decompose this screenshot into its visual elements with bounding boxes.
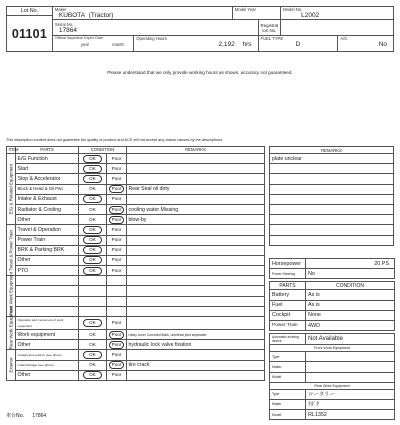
table-row xyxy=(7,340,265,350)
horsepower-value: 20 PS xyxy=(306,259,395,269)
front-maker-label: Maker xyxy=(270,362,306,372)
table-row xyxy=(7,296,265,306)
ok-option: OK xyxy=(79,360,107,370)
poor-circled: Poor xyxy=(109,206,125,214)
hours-unit: hrs xyxy=(242,41,252,48)
remarks-line xyxy=(270,225,394,235)
ok-circled: OK xyxy=(83,246,102,254)
col-parts: PARTS xyxy=(16,147,79,154)
ac-value: No xyxy=(378,41,387,48)
part-name: Other xyxy=(16,215,79,225)
model-year-caption: Model Year xyxy=(234,7,256,12)
serial-cell xyxy=(52,20,258,36)
ok-circled: OK xyxy=(83,256,102,264)
table-row xyxy=(7,255,265,265)
remark: hydraulic lock valve fixation xyxy=(127,340,265,350)
table-row xyxy=(7,266,265,276)
part-name: BRK & Parking BRK xyxy=(16,245,79,255)
rear-maker-label: Maker xyxy=(270,399,306,409)
horsepower-label: Horsepower xyxy=(270,259,306,269)
condition-caption: CONDITION xyxy=(306,282,395,290)
remark xyxy=(127,255,265,265)
poor-option: Poor xyxy=(107,255,127,265)
poor-circled: Poor xyxy=(109,341,125,349)
col-item: ITEM xyxy=(8,147,19,152)
table-row xyxy=(7,184,265,194)
front-model-value xyxy=(306,372,395,382)
model-year-cell xyxy=(232,7,280,20)
remark: cooling water Missing xyxy=(127,204,265,214)
registration-value xyxy=(281,20,394,36)
table-row xyxy=(7,350,265,360)
rear-model-label: Model xyxy=(270,410,306,420)
part-name: Other xyxy=(16,370,79,380)
parts-caption: PARTS xyxy=(270,282,306,290)
category-front: Front Work Equipment xyxy=(7,276,16,317)
table-row xyxy=(7,174,265,184)
remarks-line xyxy=(270,194,394,204)
col-condition: CONDITION xyxy=(79,147,127,154)
auto-leveling-label: Automatic leveling device xyxy=(270,334,306,345)
remark: rotary cover Corroded Bolts, universal joint separated xyxy=(127,330,265,340)
table-row xyxy=(7,245,265,255)
fuel-value: As is xyxy=(306,300,395,310)
poor-circled: Poor xyxy=(109,185,125,193)
rear-maker-value: ｸﾎﾞﾀ xyxy=(306,399,395,409)
lot-caption: Lot No. xyxy=(7,7,53,16)
ac-caption: A/C xyxy=(340,36,348,41)
rear-type-label: Type xyxy=(270,389,306,399)
ok-circled: OK xyxy=(83,195,102,203)
table-row xyxy=(7,276,265,286)
part-name: Other xyxy=(16,255,79,265)
front-work-caption: Front Work Equipment xyxy=(270,345,395,352)
chassis-id xyxy=(6,412,46,419)
table-row xyxy=(7,194,265,204)
ok-circled: OK xyxy=(83,165,102,173)
category-rear: Rear Work Equipment xyxy=(7,317,16,350)
remark xyxy=(127,225,265,235)
front-type-value xyxy=(306,352,395,362)
hours-value: 2,192 xyxy=(218,41,235,48)
description-disclaimer: This description content does not guarantee the quality of product and ACE will not accept any claims caused by the descriptions. xyxy=(6,138,224,142)
serial-value: 17864 xyxy=(58,26,77,34)
remark xyxy=(127,370,265,380)
table-row xyxy=(7,306,265,316)
inspection-table xyxy=(6,146,265,381)
poor-option: Poor xyxy=(107,164,127,174)
part-name: Cockpit and exterior (see photo) xyxy=(16,350,79,360)
part-name: PTO xyxy=(16,266,79,276)
registration-caption: Registrat ion No. xyxy=(258,20,281,36)
lot-number: 01101 xyxy=(7,16,53,52)
specs-panel xyxy=(269,258,395,420)
cockpit-label: Cockpit xyxy=(270,310,306,320)
front-maker-value xyxy=(306,362,395,372)
remarks-line xyxy=(270,164,394,174)
poor-option: Poor xyxy=(107,245,127,255)
remark: Rear Seal oil dirty xyxy=(127,184,265,194)
maker-cell xyxy=(52,7,232,20)
ac-cell xyxy=(338,36,394,52)
table-row xyxy=(7,370,265,380)
ok-circled: OK xyxy=(83,155,102,163)
ok-circled: OK xyxy=(83,319,102,327)
fuel-caption: FUEL TYPE xyxy=(260,36,284,41)
part-name: Power Train xyxy=(16,235,79,245)
maker-value: KUBOTA (Tractor) xyxy=(58,12,114,19)
ok-option: OK xyxy=(79,204,107,214)
part-name: Intake & Exhaust xyxy=(16,194,79,204)
part-name: Block & Head & Oil Pan xyxy=(16,184,79,194)
poor-option: Poor xyxy=(107,350,127,360)
fuel-label: Fuel xyxy=(270,300,306,310)
ok-circled: OK xyxy=(83,226,102,234)
poor-circled: Poor xyxy=(109,331,125,339)
remark xyxy=(127,245,265,255)
part-name: Operation and movement of work equipment xyxy=(16,317,79,330)
ok-circled: OK xyxy=(83,236,102,244)
rear-work-caption: Rear Work Equipment xyxy=(270,382,395,389)
table-row xyxy=(7,360,265,370)
part-name: E/G Function xyxy=(16,154,79,164)
poor-option: Poor xyxy=(107,235,127,245)
poor-option: Poor xyxy=(107,194,127,204)
part-name: Work equipment xyxy=(16,330,79,340)
power-steering-value: No xyxy=(306,269,395,279)
remark xyxy=(127,266,265,276)
remark xyxy=(127,317,265,330)
poor-option: Poor xyxy=(107,370,127,380)
remarks-panel xyxy=(269,146,394,246)
auto-leveling-value: Not Available xyxy=(306,334,395,345)
remarks-caption: REMARKS xyxy=(270,147,394,154)
poor-option: Poor xyxy=(107,154,127,164)
cockpit-value: None xyxy=(306,310,395,320)
part-name: Travel & Operation xyxy=(16,225,79,235)
poor-option: Poor xyxy=(107,225,127,235)
remark xyxy=(127,154,265,164)
fuel-value: D xyxy=(295,41,301,48)
maker-caption: Maker xyxy=(54,7,67,12)
hours-caption: Operating Hours xyxy=(136,36,167,41)
part-name: Stop & Accelerator xyxy=(16,174,79,184)
remark xyxy=(127,194,265,204)
table-row xyxy=(7,225,265,235)
battery-value: As is xyxy=(306,290,395,300)
table-row xyxy=(7,286,265,296)
front-model-label: Model xyxy=(270,372,306,382)
part-name: Undercarriage (see photo) xyxy=(16,360,79,370)
remark xyxy=(127,235,265,245)
model-no-cell xyxy=(281,7,394,20)
category-engine: E/G & Related Equipment xyxy=(7,154,16,225)
year-word: year xyxy=(80,42,90,47)
remarks-line xyxy=(270,215,394,225)
poor-circled: Poor xyxy=(109,361,125,369)
remark xyxy=(127,350,265,360)
poor-option: Poor xyxy=(107,317,127,330)
ok-circled: OK xyxy=(83,175,102,183)
model-no-value: L2002 xyxy=(301,12,320,19)
inspection-cell xyxy=(52,36,133,52)
table-row xyxy=(7,204,265,214)
ok-option: OK xyxy=(79,340,107,350)
remark xyxy=(127,164,265,174)
rear-type-value: ロータリー xyxy=(306,389,395,399)
month-word: month xyxy=(112,42,124,47)
table-row xyxy=(7,215,265,225)
ok-option: OK xyxy=(79,184,107,194)
remark: blow-by xyxy=(127,215,265,225)
table-row xyxy=(7,164,265,174)
power-train-label: Power Train xyxy=(270,320,306,330)
power-train-value: 4WD xyxy=(306,320,395,330)
front-type-label: Type xyxy=(270,352,306,362)
ok-option: OK xyxy=(79,215,107,225)
poor-circled: Poor xyxy=(109,216,125,224)
rear-model-value: RL1352 xyxy=(306,410,395,420)
part-name: Other xyxy=(16,340,79,350)
table-row xyxy=(7,154,265,164)
model-no-caption: Model No. xyxy=(283,7,303,12)
poor-option: Poor xyxy=(107,266,127,276)
inspection-caption: Official Inspection Expire Date xyxy=(54,36,103,40)
part-name: Start xyxy=(16,164,79,174)
remarks-line xyxy=(270,204,394,214)
ok-circled: OK xyxy=(83,371,102,379)
battery-label: Battery xyxy=(270,290,306,300)
poor-option: Poor xyxy=(107,174,127,184)
remarks-line xyxy=(270,235,394,245)
table-row xyxy=(7,330,265,340)
remarks-line xyxy=(270,174,394,184)
remarks-line xyxy=(270,184,394,194)
remark xyxy=(127,174,265,184)
chassis-id-value: 17864 xyxy=(32,413,47,419)
table-row xyxy=(7,317,265,330)
power-steering-label: Power Steering xyxy=(270,269,306,279)
chassis-id-label: 車台No. xyxy=(6,413,25,419)
ok-circled: OK xyxy=(83,351,102,359)
vehicle-header-table xyxy=(6,6,394,52)
col-remarks: REMARKS xyxy=(127,147,265,154)
serial-caption: Serial No. xyxy=(54,21,74,27)
category-travel: Travel & Power Train xyxy=(7,225,16,276)
hours-cell xyxy=(134,36,258,52)
remark: tire crack xyxy=(127,360,265,370)
fuel-cell xyxy=(258,36,338,52)
hours-disclaimer: Please understand that we only provide working hours as shown, accuracy not guaranteed. xyxy=(107,70,293,75)
part-name: Radiator & Cooling xyxy=(16,204,79,214)
ok-option: OK xyxy=(79,330,107,340)
ok-circled: OK xyxy=(83,267,102,275)
category-exterior: Exterior xyxy=(7,350,16,381)
table-row xyxy=(7,235,265,245)
remarks-line: plate unclear xyxy=(270,154,394,164)
